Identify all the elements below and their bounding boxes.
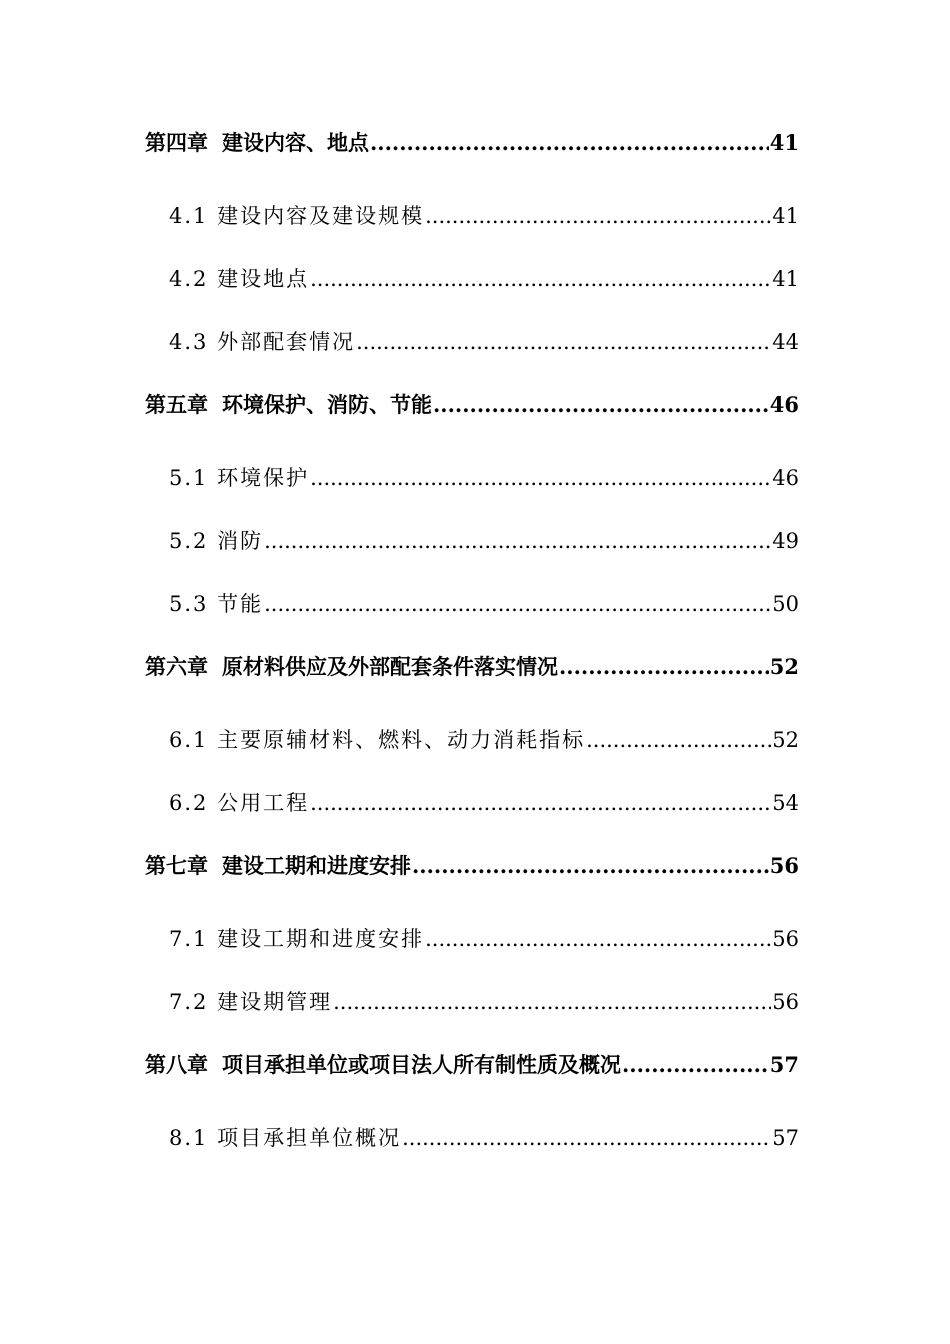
toc-dot-leader bbox=[370, 128, 769, 158]
toc-dot-leader bbox=[356, 327, 771, 357]
toc-dot-leader bbox=[425, 201, 771, 231]
toc-page-number: 46 bbox=[769, 392, 799, 417]
toc-entry-title: 4.1 建设内容及建设规模 bbox=[169, 204, 425, 228]
toc-section-4-1[interactable] bbox=[145, 201, 799, 231]
toc-dot-leader bbox=[586, 725, 771, 755]
toc-section-5-2[interactable] bbox=[145, 526, 799, 556]
toc-entry-title: 8.1 项目承担单位概况 bbox=[169, 1126, 402, 1150]
toc-section-5-1[interactable] bbox=[145, 463, 799, 493]
toc-page-number: 54 bbox=[772, 791, 799, 815]
toc-page-number: 57 bbox=[772, 1126, 799, 1150]
table-of-contents bbox=[145, 128, 799, 1186]
toc-page-number: 44 bbox=[772, 330, 799, 354]
toc-page-number: 46 bbox=[772, 466, 799, 490]
toc-page-number: 57 bbox=[769, 1052, 799, 1077]
toc-dot-leader bbox=[310, 463, 771, 493]
toc-page-number: 52 bbox=[769, 654, 799, 679]
toc-page-number: 52 bbox=[772, 728, 799, 752]
toc-section-8-1[interactable] bbox=[145, 1123, 799, 1153]
toc-dot-leader bbox=[433, 390, 769, 420]
toc-chapter-8[interactable] bbox=[145, 1050, 799, 1080]
toc-section-7-1[interactable] bbox=[145, 924, 799, 954]
toc-chapter-7[interactable] bbox=[145, 851, 799, 881]
toc-dot-leader bbox=[412, 851, 769, 881]
toc-section-5-3[interactable] bbox=[145, 589, 799, 619]
toc-entry-title: 第六章 原材料供应及外部配套条件落实情况 bbox=[145, 654, 558, 679]
toc-entry-title: 第五章 环境保护、消防、节能 bbox=[145, 392, 432, 417]
toc-page-number: 49 bbox=[772, 529, 799, 553]
toc-section-7-2[interactable] bbox=[145, 987, 799, 1017]
toc-entry-title: 4.3 外部配套情况 bbox=[169, 330, 356, 354]
toc-entry-title: 7.2 建设期管理 bbox=[169, 990, 333, 1014]
toc-entry-title: 5.3 节能 bbox=[169, 592, 264, 616]
toc-dot-leader bbox=[402, 1123, 771, 1153]
toc-section-4-2[interactable] bbox=[145, 264, 799, 294]
toc-section-6-1[interactable] bbox=[145, 725, 799, 755]
toc-entry-title: 5.2 消防 bbox=[169, 529, 264, 553]
toc-dot-leader bbox=[622, 1050, 769, 1080]
toc-entry-title: 第七章 建设工期和进度安排 bbox=[145, 853, 411, 878]
toc-page-number: 56 bbox=[769, 853, 799, 878]
toc-entry-title: 6.2 公用工程 bbox=[169, 791, 310, 815]
toc-section-6-2[interactable] bbox=[145, 788, 799, 818]
toc-entry-title: 7.1 建设工期和进度安排 bbox=[169, 927, 425, 951]
toc-dot-leader bbox=[264, 526, 771, 556]
toc-page-number: 50 bbox=[772, 592, 799, 616]
toc-entry-title: 5.1 环境保护 bbox=[169, 466, 310, 490]
toc-dot-leader bbox=[559, 652, 769, 682]
toc-entry-title: 第八章 项目承担单位或项目法人所有制性质及概况 bbox=[145, 1052, 621, 1077]
toc-section-4-3[interactable] bbox=[145, 327, 799, 357]
toc-chapter-4[interactable] bbox=[145, 128, 799, 158]
toc-dot-leader bbox=[333, 987, 771, 1017]
toc-page-number: 41 bbox=[769, 130, 799, 155]
toc-dot-leader bbox=[310, 264, 771, 294]
toc-page-number: 56 bbox=[772, 990, 799, 1014]
toc-chapter-6[interactable] bbox=[145, 652, 799, 682]
toc-entry-title: 6.1 主要原辅材料、燃料、动力消耗指标 bbox=[169, 728, 586, 752]
toc-dot-leader bbox=[264, 589, 771, 619]
toc-dot-leader bbox=[310, 788, 771, 818]
toc-entry-title: 第四章 建设内容、地点 bbox=[145, 130, 369, 155]
toc-page-number: 41 bbox=[772, 267, 799, 291]
toc-entry-title: 4.2 建设地点 bbox=[169, 267, 310, 291]
toc-dot-leader bbox=[425, 924, 771, 954]
toc-page-number: 41 bbox=[772, 204, 799, 228]
toc-chapter-5[interactable] bbox=[145, 390, 799, 420]
toc-page-number: 56 bbox=[772, 927, 799, 951]
